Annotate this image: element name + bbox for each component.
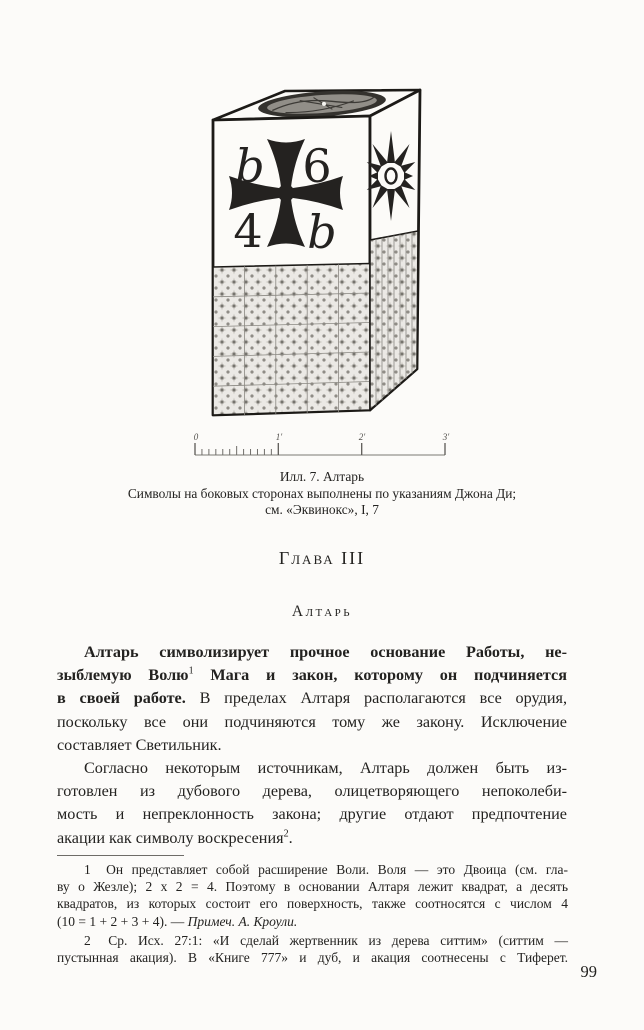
text-line: готовлен из дубового дерева, олицетворяющего непоколеби- [57, 782, 567, 801]
ruler-label-1: 1' [275, 432, 283, 442]
text-line: акации как символу воскресения$^2$. [57, 828, 293, 847]
text-line: поскольку все они подчиняются тому же закону. Исключение [57, 712, 567, 731]
caption-line-3: см. «Эквинокс», I, 7 [265, 502, 379, 518]
footnote-separator [57, 855, 184, 856]
ruler-minor-ticks [202, 446, 271, 455]
face-glyph-top-right: 6 [302, 139, 332, 193]
paragraph-1 [57, 641, 567, 757]
text-line: (10 = 1 + 2 + 3 + 4). — Примеч. А. Кроули. [57, 913, 298, 929]
text-line: зыблемую Волю$^1$ Мага и закон, которому он подчиняется [57, 665, 567, 685]
ruler-label-2: 2' [358, 432, 366, 442]
footnotes [57, 861, 568, 966]
text-line: в своей работе. В пределах Алтаря располагаются все орудия, [57, 689, 567, 708]
footnote-1 [57, 861, 568, 930]
text-line: составляет Светильник. [57, 735, 222, 754]
text-line: квадратов, из которых состоит его поверхность, также соотносятся с числом 4 [57, 896, 568, 912]
text-line: Согласно некоторым источникам, Алтарь должен быть из- [84, 759, 567, 778]
footnote-2 [57, 932, 568, 966]
caption-line-2: Символы на боковых сторонах выполнены по указаниям Джона Ди; [127, 485, 517, 501]
text-line: Алтарь символизирует прочное основание Работы, не- [84, 643, 567, 661]
text-line: ву о Жезле); 2 х 2 = 4. Поэтому в основании Алтаря лежит квадрат, а десять [57, 879, 568, 895]
text-line: мость и непреклонность закона; другие отдают предпочтение [57, 805, 567, 824]
altar-figure [0, 0, 644, 466]
front-pattern-band [213, 264, 370, 416]
paragraph-2 [57, 757, 567, 850]
section-title: Алтарь [291, 603, 353, 620]
face-glyph-top-left: b [235, 139, 265, 193]
caption-line-1: Илл. 7. Алтарь [279, 469, 365, 484]
text-line: пустынная акация). В «Книге 777» и дуб, и акация соотнесены с Тиферет. [57, 950, 568, 966]
face-glyph-bottom-right: b [307, 205, 337, 259]
text-line: 1 Он представляет собой расширение Воли. Воля — это Двоица (см. гла- [84, 862, 568, 877]
scale-ruler [194, 432, 451, 455]
figure-caption [0, 469, 644, 519]
face-glyph-bottom-left: 4 [233, 204, 263, 258]
chapter-heading: Глава III [278, 548, 366, 568]
ruler-label-3: 3' [442, 432, 450, 442]
text-line: 2 Ср. Исх. 27:1: «И сделай жертвенник из дерева ситтим» (ситтим — [84, 932, 568, 948]
page-number: 99 [580, 962, 597, 981]
body-text [57, 641, 567, 850]
ruler-label-0: 0 [193, 432, 199, 442]
altar-box [213, 87, 420, 415]
